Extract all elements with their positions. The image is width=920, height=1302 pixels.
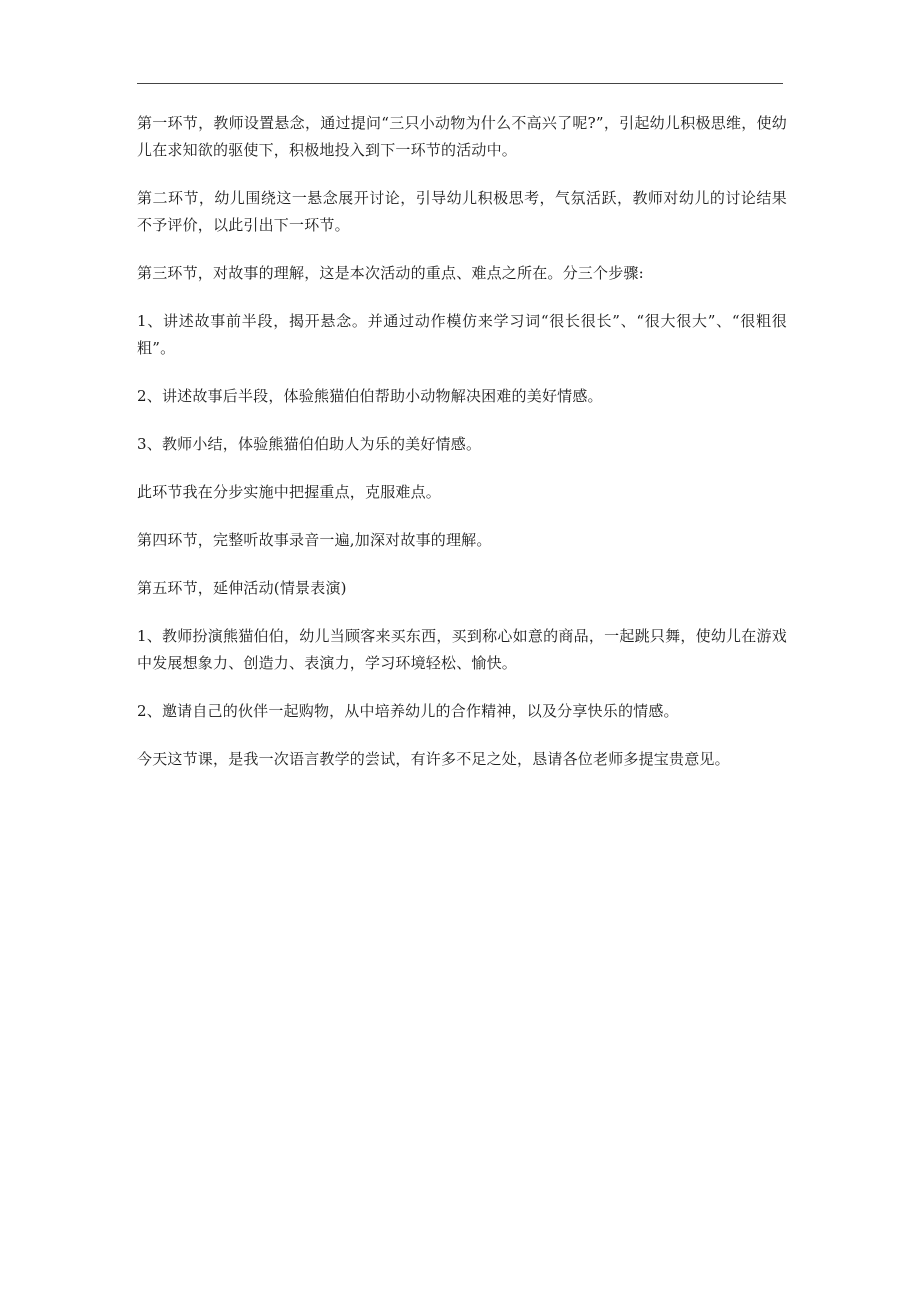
paragraph-12: 今天这节课，是我一次语言教学的尝试，有许多不足之处，恳请各位老师多提宝贵意见。 — [137, 750, 730, 768]
paragraph-6: 3、教师小结，体验熊猫伯伯助人为乐的美好情感。 — [137, 435, 482, 453]
paragraph-7: 此环节我在分步实施中把握重点，克服难点。 — [137, 483, 442, 501]
document-body — [137, 110, 787, 794]
paragraph-10: 1、教师扮演熊猫伯伯，幼儿当顾客来买东西，买到称心如意的商品，一起跳只舞，使幼儿在游戏中发展想象力、创造力、表演力，学习环境轻松、愉快。 — [137, 627, 787, 672]
paragraph-3: 第三环节，对故事的理解，这是本次活动的重点、难点之所在。分三个步骤: — [137, 264, 644, 282]
paragraph-1: 第一环节，教师设置悬念，通过提问“三只小动物为什么不高兴了呢?”，引起幼儿积极思维，使幼儿在求知欲的驱使下，积极地投入到下一环节的活动中。 — [137, 114, 787, 159]
paragraph-8: 第四环节，完整听故事录音一遍,加深对故事的理解。 — [137, 531, 492, 549]
paragraph-2: 第二环节，幼儿围绕这一悬念展开讨论，引导幼儿积极思考，气氛活跃，教师对幼儿的讨论结果不予评价，以此引出下一环节。 — [137, 189, 787, 234]
paragraph-5: 2、讲述故事后半段，体验熊猫伯伯帮助小动物解决困难的美好情感。 — [137, 387, 603, 405]
paragraph-9: 第五环节，延伸活动(情景表演) — [137, 579, 347, 597]
paragraph-11: 2、邀请自己的伙伴一起购物，从中培养幼儿的合作精神，以及分享快乐的情感。 — [137, 702, 679, 720]
header-rule — [137, 83, 783, 84]
paragraph-4: 1、讲述故事前半段，揭开悬念。并通过动作模仿来学习词“很长很长”、“很大很大”、“很粗很粗”。 — [137, 312, 787, 357]
